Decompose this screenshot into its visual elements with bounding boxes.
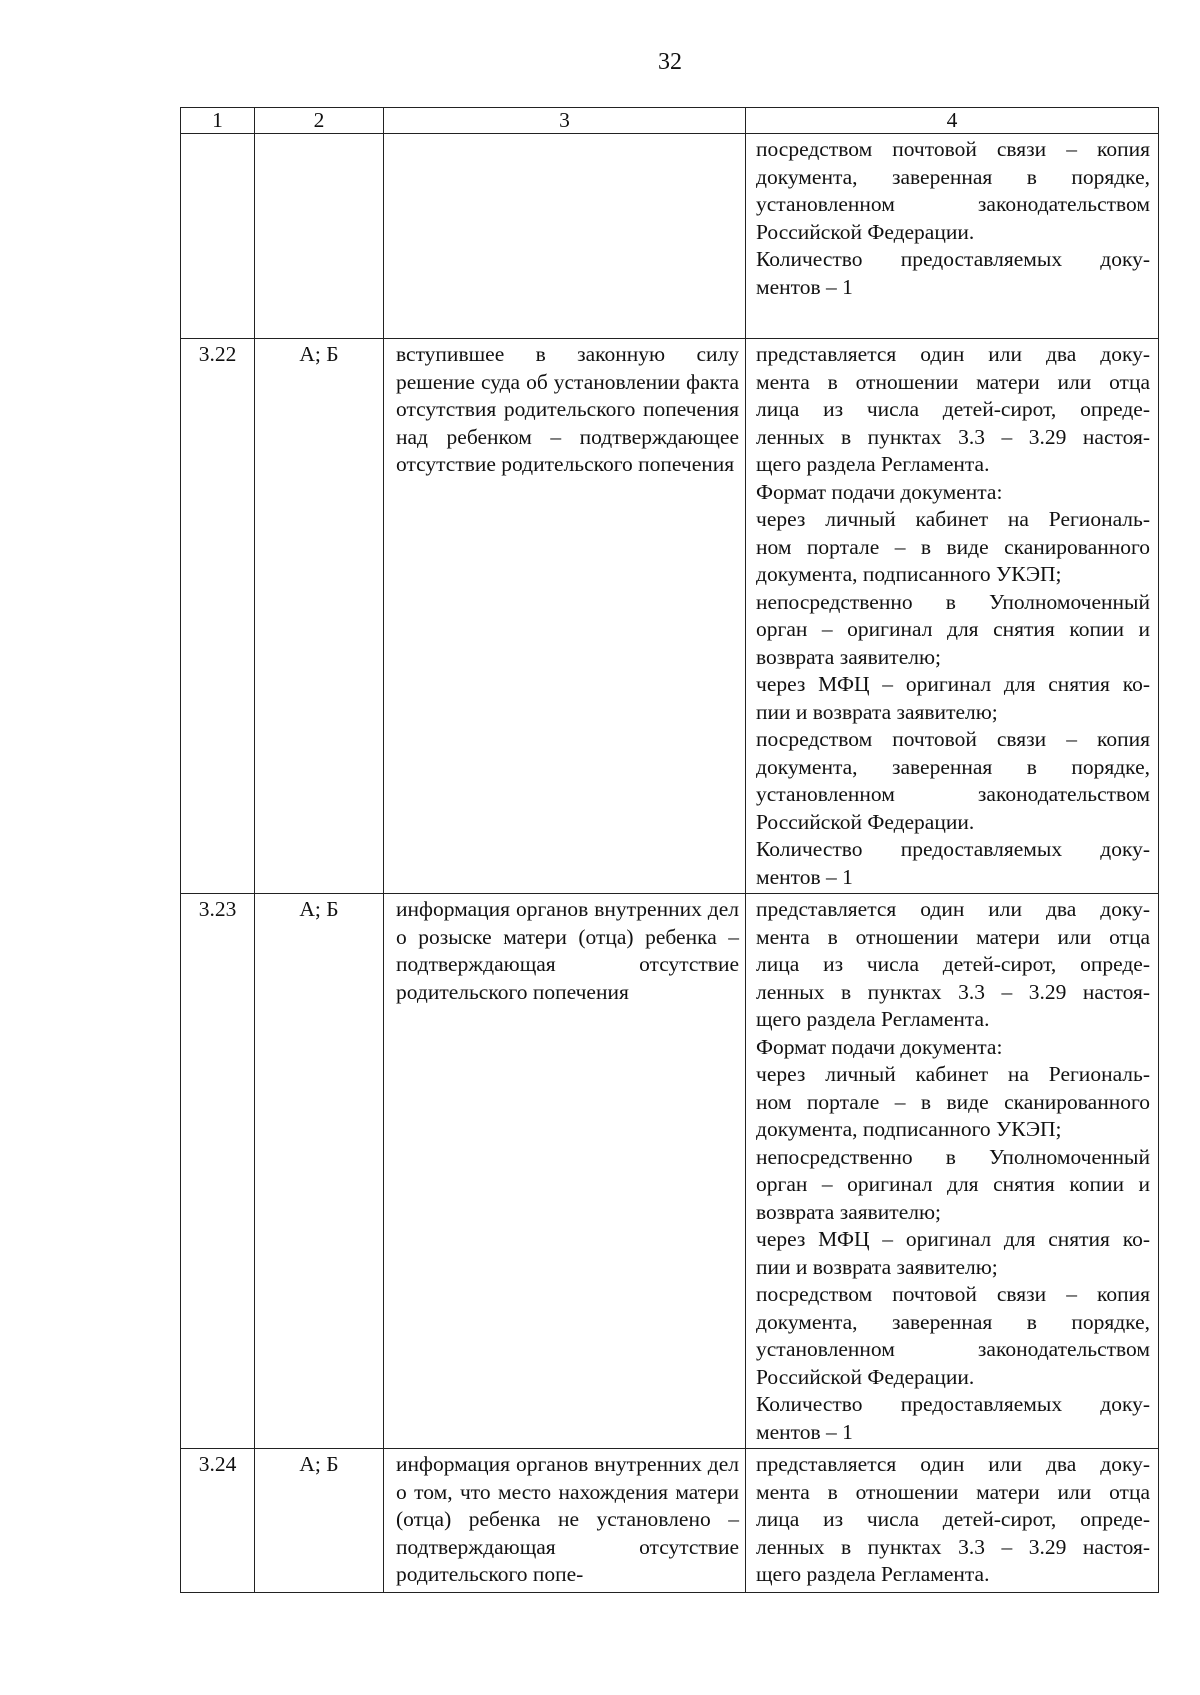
- description-line: орган – оригинал для снятия копии и: [756, 617, 1150, 641]
- description-line: посредством почтовой связи – копия: [756, 727, 1150, 751]
- description-line: представляется один или два доку-: [756, 1452, 1150, 1476]
- header-cell: 3: [384, 108, 746, 134]
- description-line: ном портале – в виде сканированного: [756, 1089, 1150, 1114]
- description-line: щего раздела Регламента.: [756, 452, 990, 476]
- row-category: А; Б: [255, 1449, 384, 1593]
- description-line: документа, подписанного УКЭП;: [756, 1117, 1062, 1141]
- table-row: [181, 1449, 1159, 1593]
- documents-table: [180, 107, 1159, 1593]
- description-line: документа, заверенная в порядке,: [756, 1309, 1150, 1334]
- header-cell: 4: [746, 108, 1159, 134]
- description-line: пии и возврата заявителю;: [756, 699, 998, 724]
- description-line: пии и возврата заявителю;: [756, 1254, 998, 1279]
- row-number: 3.22: [181, 339, 255, 894]
- description-line: щего раздела Регламента.: [756, 1562, 990, 1586]
- description-line: лица из числа детей-сирот, опреде-: [756, 952, 1150, 976]
- row-description: [746, 894, 1159, 1449]
- description-line: представляется один или два доку-: [756, 342, 1150, 366]
- description-line: через МФЦ – оригинал для снятия ко-: [756, 672, 1150, 696]
- description-line: Российской Федерации.: [756, 219, 975, 244]
- row-number: 3.23: [181, 894, 255, 1449]
- description-line: щего раздела Регламента.: [756, 1007, 990, 1031]
- row-document: информация органов внутренних дел о том, что место нахождения матери (отца) ребенка не установлено – подтверждающая отсутствие родительского попе-: [384, 1449, 746, 1593]
- header-cell: 1: [181, 108, 255, 134]
- description-line: через личный кабинет на Региональ-: [756, 507, 1150, 531]
- description-line: возврата заявителю;: [756, 1199, 941, 1224]
- row-category: А; Б: [255, 894, 384, 1449]
- description-line: установленном законодательством: [756, 1337, 1150, 1361]
- description-line: ментов – 1: [756, 864, 853, 889]
- description-line: документа, заверенная в порядке,: [756, 164, 1150, 189]
- description-line: ленных в пунктах 3.3 – 3.29 настоя-: [756, 979, 1150, 1004]
- row-description: [746, 1449, 1159, 1593]
- description-line: через МФЦ – оригинал для снятия ко-: [756, 1227, 1150, 1251]
- table-row: [181, 134, 1159, 339]
- description-line: Российской Федерации.: [756, 1364, 975, 1389]
- row-description: [746, 339, 1159, 894]
- description-line: посредством почтовой связи – копия: [756, 1282, 1150, 1306]
- description-line: орган – оригинал для снятия копии и: [756, 1172, 1150, 1196]
- row-category: [255, 134, 384, 339]
- description-line: посредством почтовой связи – копия: [756, 137, 1150, 161]
- row-category: А; Б: [255, 339, 384, 894]
- description-line: ленных в пунктах 3.3 – 3.29 настоя-: [756, 424, 1150, 449]
- description-line: мента в отношении матери или отца: [756, 369, 1150, 394]
- description-line: через личный кабинет на Региональ-: [756, 1062, 1150, 1086]
- row-document: вступившее в законную силу решение суда об установлении факта отсутствия родительского попечения над ребенком – подтверждающее отсутствие родительского попечения: [384, 339, 746, 894]
- description-line: установленном законодательством: [756, 192, 1150, 216]
- description-line: Количество предоставляемых доку-: [756, 837, 1150, 861]
- description-line: непосредственно в Уполномоченный: [756, 589, 1150, 614]
- description-line: ментов – 1: [756, 274, 853, 299]
- description-line: представляется один или два доку-: [756, 897, 1150, 921]
- description-line: Российской Федерации.: [756, 809, 975, 834]
- description-line: Количество предоставляемых доку-: [756, 247, 1150, 271]
- description-line: Количество предоставляемых доку-: [756, 1392, 1150, 1416]
- table-row: [181, 339, 1159, 894]
- description-line: установленном законодательством: [756, 782, 1150, 806]
- description-line: ленных в пунктах 3.3 – 3.29 настоя-: [756, 1534, 1150, 1559]
- description-line: мента в отношении матери или отца: [756, 924, 1150, 949]
- description-line: документа, подписанного УКЭП;: [756, 562, 1062, 586]
- row-document: информация органов внутренних дел о розыске матери (отца) ребенка – подтверждающая отсутствие родительского попечения: [384, 894, 746, 1449]
- row-number: 3.24: [181, 1449, 255, 1593]
- description-line: Формат подачи документа:: [756, 479, 1003, 504]
- description-line: лица из числа детей-сирот, опреде-: [756, 397, 1150, 421]
- description-line: Формат подачи документа:: [756, 1034, 1003, 1059]
- row-number: [181, 134, 255, 339]
- page-number: 32: [658, 49, 682, 75]
- description-line: документа, заверенная в порядке,: [756, 754, 1150, 779]
- header-cell: 2: [255, 108, 384, 134]
- row-description: [746, 134, 1159, 339]
- row-document: [384, 134, 746, 339]
- table-row: [181, 894, 1159, 1449]
- description-line: мента в отношении матери или отца: [756, 1479, 1150, 1504]
- description-line: ном портале – в виде сканированного: [756, 534, 1150, 559]
- description-line: ментов – 1: [756, 1419, 853, 1444]
- table-header-row: [181, 108, 1159, 134]
- description-line: непосредственно в Уполномоченный: [756, 1144, 1150, 1169]
- description-line: лица из числа детей-сирот, опреде-: [756, 1507, 1150, 1531]
- description-line: возврата заявителю;: [756, 644, 941, 669]
